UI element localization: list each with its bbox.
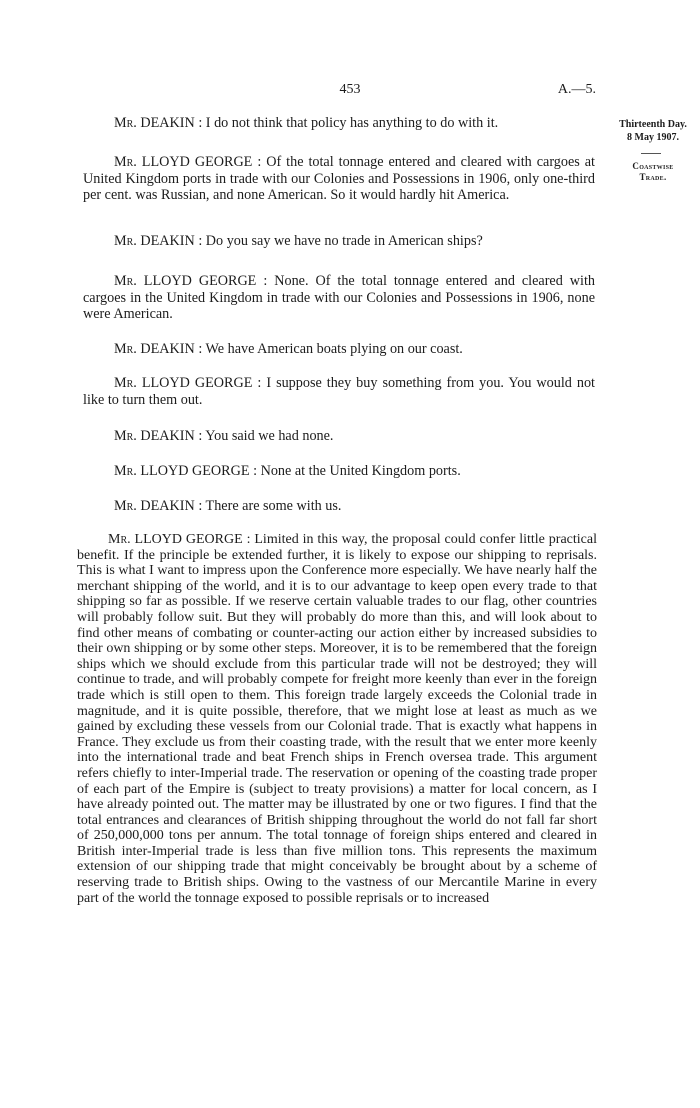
- speaker-name: Mr. DEAKIN: [114, 498, 195, 514]
- page-number: 453: [339, 82, 361, 97]
- speech-text: : We have American boats plying on our coast.: [198, 341, 463, 357]
- margin-note-subject-line2: Trade.: [639, 172, 667, 182]
- speech-text: : None. Of the total tonnage entered and cleared with cargoes in the United Kingdom in trade with our Colonies and Possessions in 1906, none were American.: [83, 273, 596, 322]
- speech-text: : Limited in this way, the proposal could confer little practical benefit. If the principle be extended further, it is likely to expose our shipping to reprisals. This is what I want to impress upon the Conference more especially. We have nearly half the merchant shipping of the world, and it is to our advantage to keep open every trade to that shipping so far as possible. If we reserve certain valuable trades to our flag, other countries will probably follow suit. But they will probably do more than this, and will look about to find other means of combating or counter-acting our action either by increased subsidies to their own shipping or by some other steps. Moreover, it is to be remembered that the foreign ships which we should exclude from this particular trade will not be destroyed; they will continue to trade, and will probably compete for freight more keenly than ever in the foreign trade which is still open to them. This foreign trade largely exceeds the Colonial trade in magnitude, and it is quite possible, therefore, that we might lose at least as much as we gained by excluding these vessels from our Colonial trade. That is exactly what happens in France. They exclude us from their coasting trade, with the result that we enter more keenly into the international trade and beat French ships in French oversea trade. This argument refers chiefly to inter-Imperial trade. The reservation or opening of the coasting trade proper of each part of the Empire is (subject to treaty provisions) a matter for local concern, as I have already pointed out. The matter may be illustrated by one or two figures. I find that the total entrances and clearances of British shipping throughout the world do not fall far short of 250,000,000 tons per annum. The total tonnage of foreign ships entered and cleared in British inter-Imperial trade is less than five million tons. This represents the maximum extension of our shipping trade that might conceivably be brought about by a scheme of reserving trade to British ships. Owing to the vastness of our Mercantile Marine in every part of the world the tonnage exposed to possible reprisals or to increased: [77, 532, 597, 906]
- speaker-name: Mr. DEAKIN: [114, 233, 195, 249]
- paragraph-9: [83, 498, 595, 515]
- paragraph-4: [83, 273, 595, 323]
- paragraph-5: [83, 341, 595, 358]
- paragraph-3: [83, 233, 595, 250]
- speech-text: : You said we had none.: [198, 428, 334, 444]
- margin-note-day: Thirteenth Day.: [619, 119, 687, 130]
- paragraph-7: [83, 428, 595, 445]
- speech-text: : None at the United Kingdom ports.: [253, 463, 461, 479]
- speech-text: : I suppose they buy something from you. You would not like to turn them out.: [83, 375, 596, 408]
- document-reference: A.—5.: [557, 82, 596, 97]
- speech-text: : I do not think that policy has anything to do with it.: [198, 115, 499, 131]
- margin-note-date: 8 May 1907.: [627, 132, 679, 143]
- speaker-name: Mr. DEAKIN: [114, 115, 195, 131]
- paragraph-6: [83, 375, 595, 408]
- speech-text: : There are some with us.: [198, 498, 342, 514]
- speaker-name: Mr. LLOYD GEORGE: [114, 375, 253, 391]
- speaker-name: Mr. DEAKIN: [114, 428, 195, 444]
- margin-note-subject-line1: Coastwise: [632, 161, 674, 171]
- paragraph-10: [77, 532, 597, 906]
- speaker-name: Mr. LLOYD GEORGE: [114, 154, 253, 170]
- paragraph-8: [83, 463, 595, 480]
- paragraph-1: [83, 115, 595, 132]
- speech-text: : Of the total tonnage entered and cleared with cargoes at United Kingdom ports in trade with our Colonies and Possessions in 1906, only one-third per cent. was Russian, and none American. So it would hardly hit America.: [83, 154, 595, 203]
- speaker-name: Mr. LLOYD GEORGE: [114, 273, 257, 289]
- speaker-name: Mr. DEAKIN: [114, 341, 195, 357]
- margin-note-divider: [641, 153, 661, 154]
- paragraph-2: [83, 154, 595, 204]
- speech-text: : Do you say we have no trade in American ships?: [198, 233, 483, 249]
- speaker-name: Mr. LLOYD GEORGE: [108, 532, 243, 547]
- speaker-name: Mr. LLOYD GEORGE: [114, 463, 250, 479]
